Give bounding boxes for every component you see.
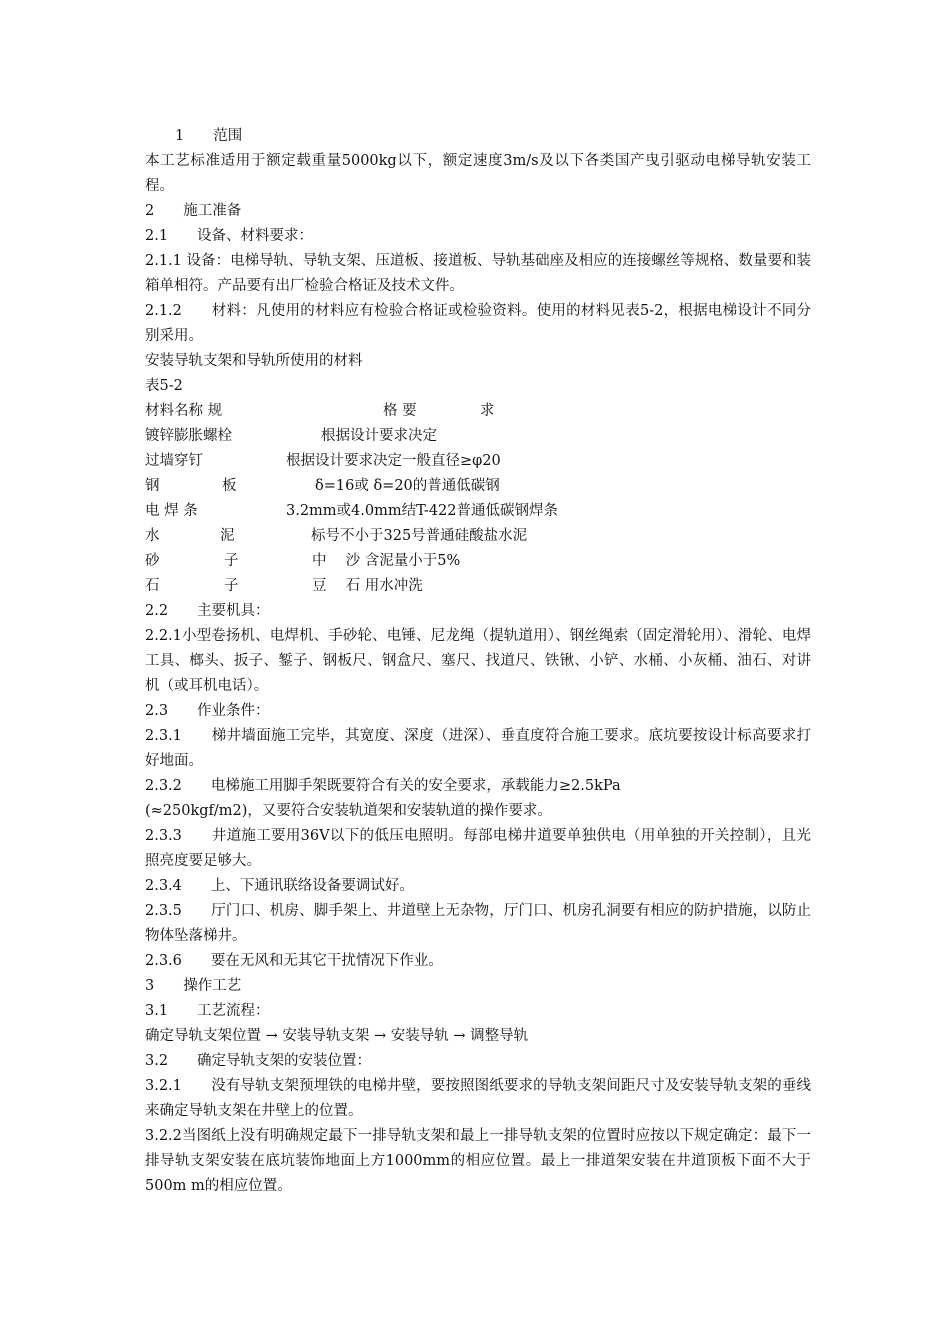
section-2-title: 2 施工准备 xyxy=(145,203,242,219)
table-cell: 泥 xyxy=(220,528,235,544)
table-row xyxy=(145,449,811,474)
table-cell: 钢 xyxy=(145,478,160,494)
paragraph-2-3-6: 2.3.6 要在无风和无其它干扰情况下作业。 xyxy=(145,953,443,969)
table-row xyxy=(145,424,811,449)
heading-2-2: 2.2 主要机具： xyxy=(145,603,270,619)
heading-2-3: 2.3 作业条件： xyxy=(145,703,270,719)
table-row xyxy=(145,474,811,499)
paragraph-2-3-3: 2.3.3 井道施工要用36V以下的低压电照明。每部电梯井道要单独供电（用单独的开关控制），且光照亮度要足够大。 xyxy=(145,828,811,869)
paragraph-2-3-1: 2.3.1 梯井墙面施工完毕，其宽度、深度（进深）、垂直度符合施工要求。底坑要按设计标高要求打好地面。 xyxy=(145,728,811,769)
table-header-cell: 求 xyxy=(480,403,495,419)
table-cell: 豆 石 用水冲洗 xyxy=(312,578,423,594)
scope-paragraph: 本工艺标准适用于额定载重量5000kg以下，额定速度3m/s及以下各类国产曳引驱动电梯导轨安装工程。 xyxy=(145,153,811,194)
table-cell: 板 xyxy=(222,478,237,494)
table-row xyxy=(145,499,811,524)
table-cell: 砂 xyxy=(145,553,160,569)
paragraph-2-2-1: 2.2.1小型卷扬机、电焊机、手砂轮、电锤、尼龙绳（提轨道用）、钢丝绳索（固定滑轮用）、滑轮、电焊工具、榔头、扳子、錾子、钢板尺、钢盒尺、塞尺、找道尺、铁锹、小铲、水桶、小灰桶、油石、对讲机（或耳机电话）。 xyxy=(145,628,811,694)
table-cell: 过墙穿钉 xyxy=(145,453,203,469)
process-flow: 确定导轨支架位置 → 安装导轨支架 → 安装导轨 → 调整导轨 xyxy=(145,1028,529,1044)
table-cell: 镀锌膨胀螺栓 xyxy=(145,428,232,444)
table-cell: 根据设计要求决定一般直径≥φ20 xyxy=(286,453,501,469)
document-page xyxy=(145,124,811,1199)
paragraph-2-1-2: 2.1.2 材料：凡使用的材料应有检验合格证或检验资料。使用的材料见表5-2，根据电梯设计不同分别采用。 xyxy=(145,303,811,344)
table-cell: 电 焊 条 xyxy=(145,503,198,519)
table-cell: 3.2mm或4.0mm结T-422普通低碳钢焊条 xyxy=(286,503,558,519)
paragraph-2-3-5: 2.3.5 厅门口、机房、脚手架上、井道壁上无杂物，厅门口、机房孔洞要有相应的防护措施，以防止物体坠落梯井。 xyxy=(145,903,811,944)
materials-table xyxy=(145,399,811,599)
heading-3-2: 3.2 确定导轨支架的安装位置： xyxy=(145,1053,372,1069)
table-cell: 石 xyxy=(145,578,160,594)
table-cell: 根据设计要求决定 xyxy=(321,428,437,444)
heading-2-1: 2.1 设备、材料要求： xyxy=(145,228,314,244)
paragraph-2-1-1: 2.1.1 设备：电梯导轨、导轨支架、压道板、接道板、导轨基础座及相应的连接螺丝等规格、数量要和装箱单相符。产品要有出厂检验合格证及技术文件。 xyxy=(145,253,811,294)
heading-3-1: 3.1 工艺流程： xyxy=(145,1003,270,1019)
table-header-row xyxy=(145,399,811,424)
table-cell: 水 xyxy=(145,528,160,544)
table-cell: 标号不小于325号普通硅酸盐水泥 xyxy=(311,528,528,544)
section-3-title: 3 操作工艺 xyxy=(145,978,242,994)
table-cell: 中 沙 含泥量小于5% xyxy=(312,553,461,569)
table-row xyxy=(145,524,811,549)
table-header-cell: 材料名称 规 xyxy=(145,403,223,419)
table-cell: 子 xyxy=(224,578,239,594)
table-row xyxy=(145,549,811,574)
paragraph-3-2-2: 3.2.2当图纸上没有明确规定最下一排导轨支架和最上一排导轨支架的位置时应按以下规定确定：最下一排导轨支架安装在底坑装饰地面上方1000mm的相应位置。最上一排道架安装在井道顶板下面不大于500m m的相应位置。 xyxy=(145,1128,811,1194)
table-title: 安装导轨支架和导轨所使用的材料 xyxy=(145,353,363,369)
table-row xyxy=(145,574,811,599)
table-cell: δ=16或 δ=20的普通低碳钢 xyxy=(315,478,500,494)
table-header-cell: 格 要 xyxy=(383,403,417,419)
paragraph-2-3-2-line-1: 2.3.2 电梯施工用脚手架既要符合有关的安全要求，承载能力≥2.5kPa xyxy=(145,778,621,794)
section-1-title: 1 范围 xyxy=(175,128,243,144)
table-number: 表5-2 xyxy=(145,378,183,394)
table-cell: 子 xyxy=(224,553,239,569)
paragraph-2-3-4: 2.3.4 上、下通讯联络设备要调试好。 xyxy=(145,878,414,894)
paragraph-3-2-1: 3.2.1 没有导轨支架预埋铁的电梯井壁，要按照图纸要求的导轨支架间距尺寸及安装导轨支架的垂线来确定导轨支架在井壁上的位置。 xyxy=(145,1078,811,1119)
paragraph-2-3-2-line-2: (≈250kgf/m2)，又要符合安装轨道架和安装轨道的操作要求。 xyxy=(145,803,552,819)
